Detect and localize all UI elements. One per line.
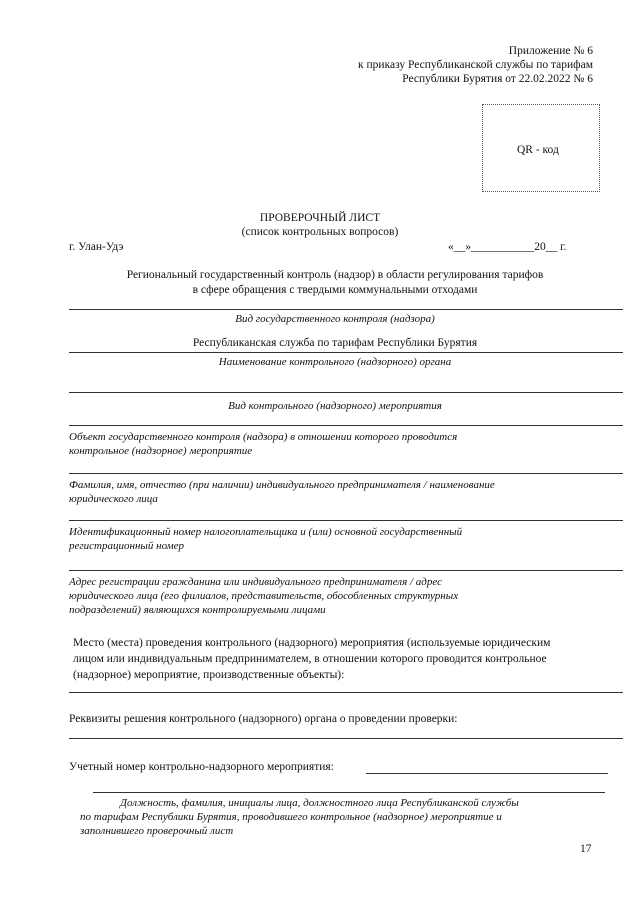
authority-caption: Наименование контрольного (надзорного) органа xyxy=(218,356,452,368)
appendix-header xyxy=(358,44,593,86)
ids-caption-line1: Идентификационный номер налогоплательщика и (или) основной государственный xyxy=(69,526,463,538)
order-date: Республики Бурятия от 22.02.2022 № 6 xyxy=(402,73,593,85)
ids-caption-line2: регистрационный номер xyxy=(69,540,185,552)
location-line3: (надзорное) мероприятие, производственные объекты): xyxy=(73,669,345,681)
document-title: ПРОВЕРОЧНЫЙ ЛИСТ xyxy=(259,212,381,224)
entity-caption-line1: Фамилия, имя, отчество (при наличии) индивидуального предпринимателя / наименование xyxy=(69,479,495,491)
location-label xyxy=(73,636,550,682)
order-reference: к приказу Республиканской службы по тарифам xyxy=(358,59,593,71)
address-caption-line3: подразделений) являющихся контролируемыми лицами xyxy=(69,604,326,616)
control-type-caption: Вид государственного контроля (надзора) xyxy=(235,313,435,325)
record-label: Учетный номер контрольно-надзорного мероприятия: xyxy=(69,761,334,773)
address-caption-line1: Адрес регистрации гражданина или индивидуального предпринимателя / адрес xyxy=(69,576,442,588)
official-caption-line1: Должность, фамилия, инициалы лица, должностного лица Республиканской службы xyxy=(120,797,519,809)
control-type-line1: Региональный государственный контроль (надзор) в области регулирования тарифов xyxy=(126,269,544,281)
address-caption-line2: юридического лица (его филиалов, представительств, обособленных структурных xyxy=(69,590,459,602)
authority-name: Республиканская служба по тарифам Республики Бурятия xyxy=(192,337,478,349)
official-caption-line3: заполнившего проверочный лист xyxy=(80,825,234,837)
divider xyxy=(69,309,623,310)
appendix-number: Приложение № 6 xyxy=(508,45,593,57)
divider xyxy=(69,425,623,426)
location-line2: лицом или индивидуальным предпринимателем, в отношении которого проводится контрольное xyxy=(73,653,547,665)
object-caption xyxy=(69,430,457,458)
qr-code-label: QR - код xyxy=(517,144,559,156)
page-number: 17 xyxy=(580,843,592,855)
entity-caption-line2: юридического лица xyxy=(69,493,158,505)
object-caption-line1: Объект государственного контроля (надзора) в отношении которого проводится xyxy=(69,431,458,443)
divider xyxy=(69,392,623,393)
divider xyxy=(93,792,605,793)
divider xyxy=(69,520,623,521)
decision-label: Реквизиты решения контрольного (надзорного) органа о проведении проверки: xyxy=(69,713,458,725)
divider xyxy=(69,692,623,693)
ids-caption xyxy=(69,525,462,553)
official-caption-line2: по тарифам Республики Бурятия, проводившего контрольное (надзорное) мероприятие и xyxy=(80,811,502,823)
event-type-caption: Вид контрольного (надзорного) мероприятия xyxy=(228,400,442,412)
divider xyxy=(69,738,623,739)
control-type-line2: в сфере обращения с твердыми коммунальными отходами xyxy=(192,284,478,296)
city: г. Улан-Удэ xyxy=(69,241,124,253)
divider xyxy=(69,473,623,474)
location-line1: Место (места) проведения контрольного (надзорного) мероприятия (используемые юридическим xyxy=(73,637,551,649)
document-subtitle: (список контрольных вопросов) xyxy=(241,226,399,238)
divider xyxy=(69,352,623,353)
object-caption-line2: контрольное (надзорное) мероприятие xyxy=(69,445,253,457)
divider xyxy=(69,570,623,571)
record-number-line xyxy=(366,773,608,774)
entity-caption xyxy=(69,478,495,506)
date-field: «__»___________20__ г. xyxy=(448,241,567,253)
address-caption xyxy=(69,575,458,617)
official-caption xyxy=(80,796,519,838)
qr-code-placeholder xyxy=(482,104,600,192)
